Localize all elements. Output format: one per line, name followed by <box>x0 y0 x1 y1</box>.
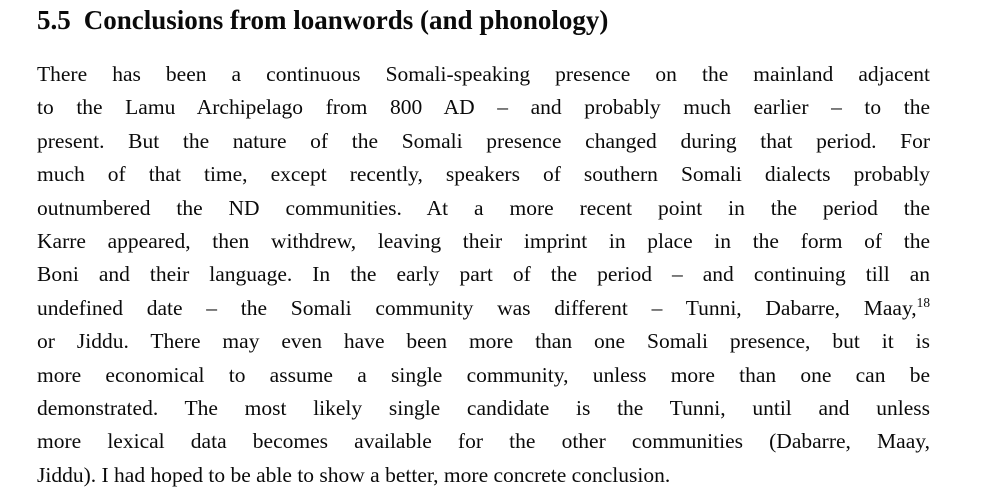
text-line: demonstrated. The most likely single candidate is the Tunni, until and unless <box>37 395 930 420</box>
text-line: Boni and their language. In the early part of the period – and continuing till an <box>37 262 930 287</box>
text-line: to the Lamu Archipelago from 800 AD – and probably much earlier – to the <box>37 95 930 120</box>
section-number: 5.5 <box>37 5 71 35</box>
text-line: There has been a continuous Somali-speaking presence on the mainland adjacent <box>37 62 930 86</box>
text-line: more lexical data becomes available for the other communities (Dabarre, Maay, <box>37 429 930 454</box>
text-line: outnumbered the ND communities. At a more recent point in the period the <box>37 195 930 220</box>
section-heading <box>37 5 930 35</box>
text-line: present. But the nature of the Somali presence changed during that period. For <box>37 128 930 153</box>
text-line: Karre appeared, then withdrew, leaving their imprint in place in the form of the <box>37 228 930 253</box>
text-line: Jiddu). I had hoped to be able to show a better, more concrete conclusion. <box>37 462 671 487</box>
text-line: or Jiddu. There may even have been more than one Somali presence, but it is <box>37 329 930 354</box>
body-paragraph <box>37 58 930 492</box>
text-line: more economical to assume a single community, unless more than one can be <box>37 362 930 387</box>
section-title: Conclusions from loanwords (and phonology) <box>83 5 609 35</box>
footnote-reference: 18 <box>916 294 930 310</box>
text-line: undefined date – the Somali community was different – Tunni, Dabarre, Maay,$^{18}$ <box>37 294 930 320</box>
text-line: much of that time, except recently, speakers of southern Somali dialects probably <box>37 162 930 187</box>
